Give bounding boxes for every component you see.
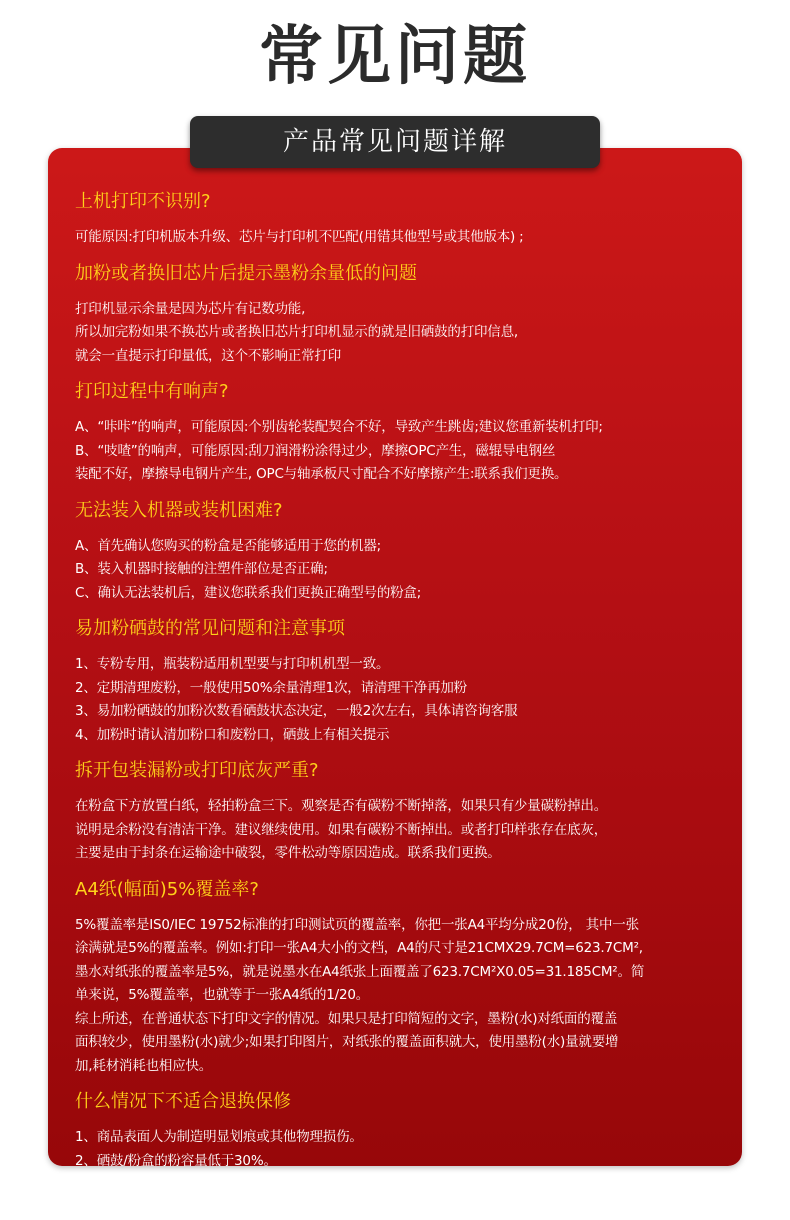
section-line: 1、专粉专用，瓶装粉适用机型要与打印机机型一致。 [75,653,725,677]
section-line: 可能原因:打印机版本升级、芯片与打印机不匹配(用错其他型号或其他版本) ; [75,226,725,250]
section-line: 墨水对纸张的覆盖率是5%，就是说墨水在A4纸张上面覆盖了623.7CM²X0.05=31.185CM²。简 [75,961,725,985]
section-title: 易加粉硒鼓的常见问题和注意事项 [75,615,725,643]
section-line: 3、硒鼓/粉盒内碳粉，墨盒内墨水用完后再次添加。 [75,1173,725,1197]
section-title: 打印过程中有响声? [75,378,725,406]
section-line: A、首先确认您购买的粉盒是否能够适用于您的机器; [75,535,725,559]
section-line: 装配不好，摩擦导电钢片产生, OPC与轴承板尺寸配合不好摩擦产生:联系我们更换。 [75,463,725,487]
section-line: 5%覆盖率是IS0/IEC 19752标准的打印测试页的覆盖率，你把一张A4平均分成20份， 其中一张 [75,914,725,938]
section-line: 4、加粉时请认清加粉口和废粉口，硒鼓上有相关提示 [75,724,725,748]
section-line: 涂满就是5%的覆盖率。例如:打印一张A4大小的文档，A4的尺寸是21CMX29.7CM=623.7CM², [75,937,725,961]
section-line: 在粉盒下方放置白纸，轻拍粉盒三下。观察是否有碳粉不断掉落，如果只有少量碳粉掉出。 [75,795,725,819]
faq-content [75,188,725,1220]
section-line: B、“吱喳”的响声，可能原因:刮刀润滑粉涂得过少，摩擦OPC产生，磁辊导电钢丝 [75,440,725,464]
section-line: 单来说，5%覆盖率，也就等于一张A4纸的1/20。 [75,984,725,1008]
section-line: B、装入机器时接触的注塑件部位是否正确; [75,558,725,582]
section-title: 无法装入机器或装机困难? [75,497,725,525]
section-line: 就会一直提示打印量低，这个不影响正常打印 [75,345,725,369]
section-line: 所以加完粉如果不换芯片或者换旧芯片打印机显示的就是旧硒鼓的打印信息, [75,321,725,345]
section-line: A、“咔咔”的响声，可能原因:个别齿轮装配契合不好，导致产生跳齿;建议您重新装机打印; [75,416,725,440]
section-line: 加,耗材消耗也相应快。 [75,1055,725,1079]
page-title: 常见问题 [0,14,790,100]
section-line: 说明是余粉没有清洁干净。建议继续使用。如果有碳粉不断掉出。或者打印样张存在底灰， [75,819,725,843]
section-line: 主要是由于封条在运输途中破裂，零件松动等原因造成。联系我们更换。 [75,842,725,866]
subtitle-banner: 产品常见问题详解 [190,116,600,168]
section-line: 2、定期清理废粉，一般使用50%余量清理1次，请清理干净再加粉 [75,677,725,701]
section-line: 面积较少，使用墨粉(水)就少;如果打印图片，对纸张的覆盖面积就大，使用墨粉(水)量就要增 [75,1031,725,1055]
section-title: A4纸(幅面)5%覆盖率? [75,876,725,904]
section-line: 打印机显示余量是因为芯片有记数功能, [75,298,725,322]
section-line: 4、非本公司的产品不予退换。 [75,1197,725,1220]
section-line: C、确认无法装机后，建议您联系我们更换正确型号的粉盒; [75,582,725,606]
section-line: 综上所述，在普通状态下打印文字的情况。如果只是打印简短的文字，墨粉(水)对纸面的覆盖 [75,1008,725,1032]
section-line: 1、商品表面人为制造明显划痕或其他物理损伤。 [75,1126,725,1150]
section-line: 2、硒鼓/粉盒的粉容量低于30%。 [75,1150,725,1174]
section-title: 上机打印不识别? [75,188,725,216]
section-title: 加粉或者换旧芯片后提示墨粉余量低的问题 [75,260,725,288]
section-title: 拆开包装漏粉或打印底灰严重? [75,757,725,785]
section-line: 3、易加粉硒鼓的加粉次数看硒鼓状态决定，一般2次左右，具体请咨询客服 [75,700,725,724]
section-title: 什么情况下不适合退换保修 [75,1088,725,1116]
